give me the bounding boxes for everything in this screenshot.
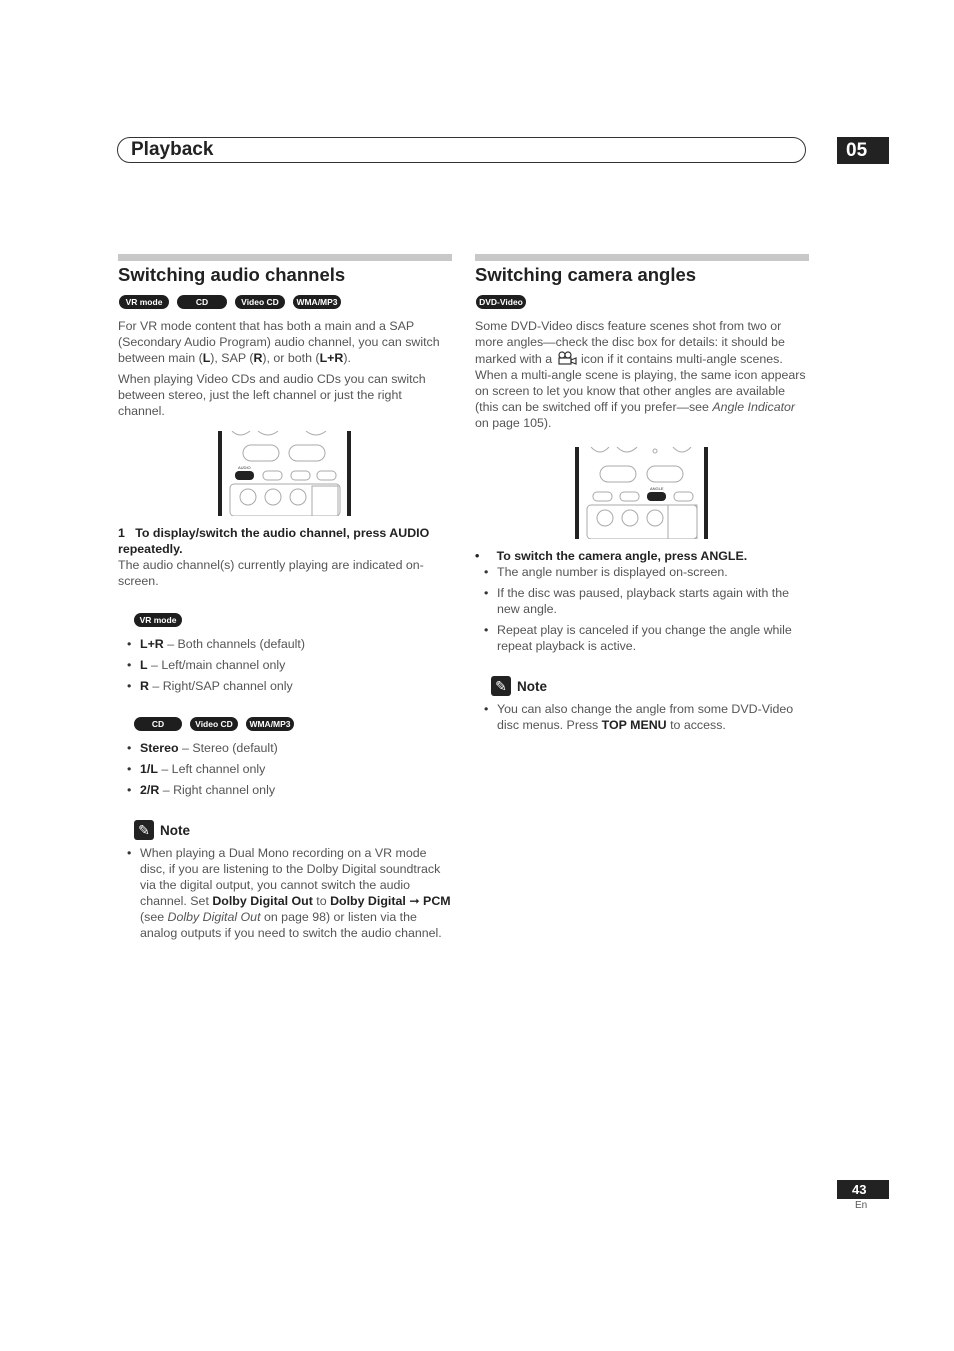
audio-step-description: The audio channel(s) currently playing are indicated on-screen. bbox=[118, 558, 424, 588]
note-label-right: Note bbox=[517, 678, 547, 694]
page-language: En bbox=[855, 1200, 868, 1211]
list-item: • When playing a Dual Mono recording on a VR mode disc, if you are listening to the Dolby Digital soundtrack via the digital output, you cannot switch the audio channel. Set Dolby Digital Out to Dolby Digital ➞ PCM (see Dolby Digital Out on page 98) or listen via the analog outputs if you need to switch the audio channel. bbox=[118, 845, 452, 941]
audio-step-instruction: 1 To display/switch the audio channel, press AUDIO repeatedly. bbox=[118, 526, 430, 556]
remote-illustration-audio bbox=[218, 431, 353, 516]
audio-intro-paragraph-2: When playing Video CDs and audio CDs you can switch between stereo, just the left channel or just the right channel. bbox=[118, 372, 426, 418]
badge-cd-list: CD bbox=[134, 717, 182, 731]
note-header-right bbox=[491, 676, 547, 696]
audio-intro bbox=[118, 318, 452, 419]
list-item: • The angle number is displayed on-screen. bbox=[475, 564, 809, 580]
badge-vr-mode-list: VR mode bbox=[134, 613, 182, 627]
list-item: • If the disc was paused, playback starts again with the new angle. bbox=[475, 585, 809, 617]
badge-wma-mp3: WMA/MP3 bbox=[293, 295, 341, 309]
list-item: • 2/R – Right channel only bbox=[118, 782, 452, 798]
badge-wma-mp3-list: WMA/MP3 bbox=[246, 717, 294, 731]
list-item: • 1/L – Left channel only bbox=[118, 761, 452, 777]
list-item: • Stereo – Stereo (default) bbox=[118, 740, 452, 756]
angle-step-list bbox=[475, 564, 809, 659]
badge-video-cd: Video CD bbox=[235, 295, 285, 309]
badge-dvd-video: DVD-Video bbox=[476, 295, 526, 309]
list-item: • R – Right/SAP channel only bbox=[118, 678, 452, 694]
note-header-left bbox=[134, 820, 190, 840]
angle-step-instruction: • To switch the camera angle, press ANGLE. bbox=[475, 549, 748, 563]
page-number: 43 bbox=[837, 1180, 889, 1199]
badge-vr-mode: VR mode bbox=[119, 295, 169, 309]
note-list-left bbox=[118, 845, 452, 946]
cd-channel-list bbox=[118, 740, 452, 803]
audio-step bbox=[118, 525, 452, 589]
note-list-right bbox=[475, 701, 809, 738]
list-item: • L – Left/main channel only bbox=[118, 657, 452, 673]
pencil-icon: ✎ bbox=[491, 676, 511, 696]
header-frame bbox=[117, 137, 806, 163]
pencil-icon: ✎ bbox=[134, 820, 154, 840]
list-item: • You can also change the angle from some DVD-Video disc menus. Press TOP MENU to access. bbox=[475, 701, 809, 733]
page-title: Playback bbox=[131, 139, 214, 160]
badge-video-cd-list: Video CD bbox=[190, 717, 238, 731]
section-bar-left bbox=[118, 254, 452, 261]
format-badges-left bbox=[119, 295, 341, 309]
format-badges-cd bbox=[134, 717, 294, 731]
camera-angle-icon bbox=[556, 350, 578, 366]
section-heading-audio: Switching audio channels bbox=[118, 264, 346, 285]
angles-intro-paragraph: Some DVD-Video discs feature scenes shot from two or more angles—check the disc box for details: it should be marked with a icon if it contains multi-angle scenes. When a multi-angle scene is playing, the same icon appears on screen to let you know that other angles are available (this can be switched off if you prefer—see Angle Indicator on page 105). bbox=[475, 319, 806, 430]
note-label-left: Note bbox=[160, 822, 190, 838]
remote-audio-label: AUDIO bbox=[238, 465, 251, 470]
section-bar-right bbox=[475, 254, 809, 261]
remote-illustration-angle bbox=[575, 447, 710, 539]
section-heading-angles: Switching camera angles bbox=[475, 264, 697, 285]
list-item: • Repeat play is canceled if you change the angle while repeat playback is active. bbox=[475, 622, 809, 654]
list-item: • L+R – Both channels (default) bbox=[118, 636, 452, 652]
remote-angle-label: ANGLE bbox=[650, 486, 664, 491]
audio-intro-paragraph-1: For VR mode content that has both a main and a SAP (Secondary Audio Program) audio channel, you can switch between main (L), SAP (R), or both (L+R). bbox=[118, 319, 440, 365]
badge-cd: CD bbox=[177, 295, 227, 309]
chapter-number: 05 bbox=[837, 137, 889, 164]
vr-channel-list bbox=[118, 636, 452, 699]
angles-intro bbox=[475, 318, 809, 431]
